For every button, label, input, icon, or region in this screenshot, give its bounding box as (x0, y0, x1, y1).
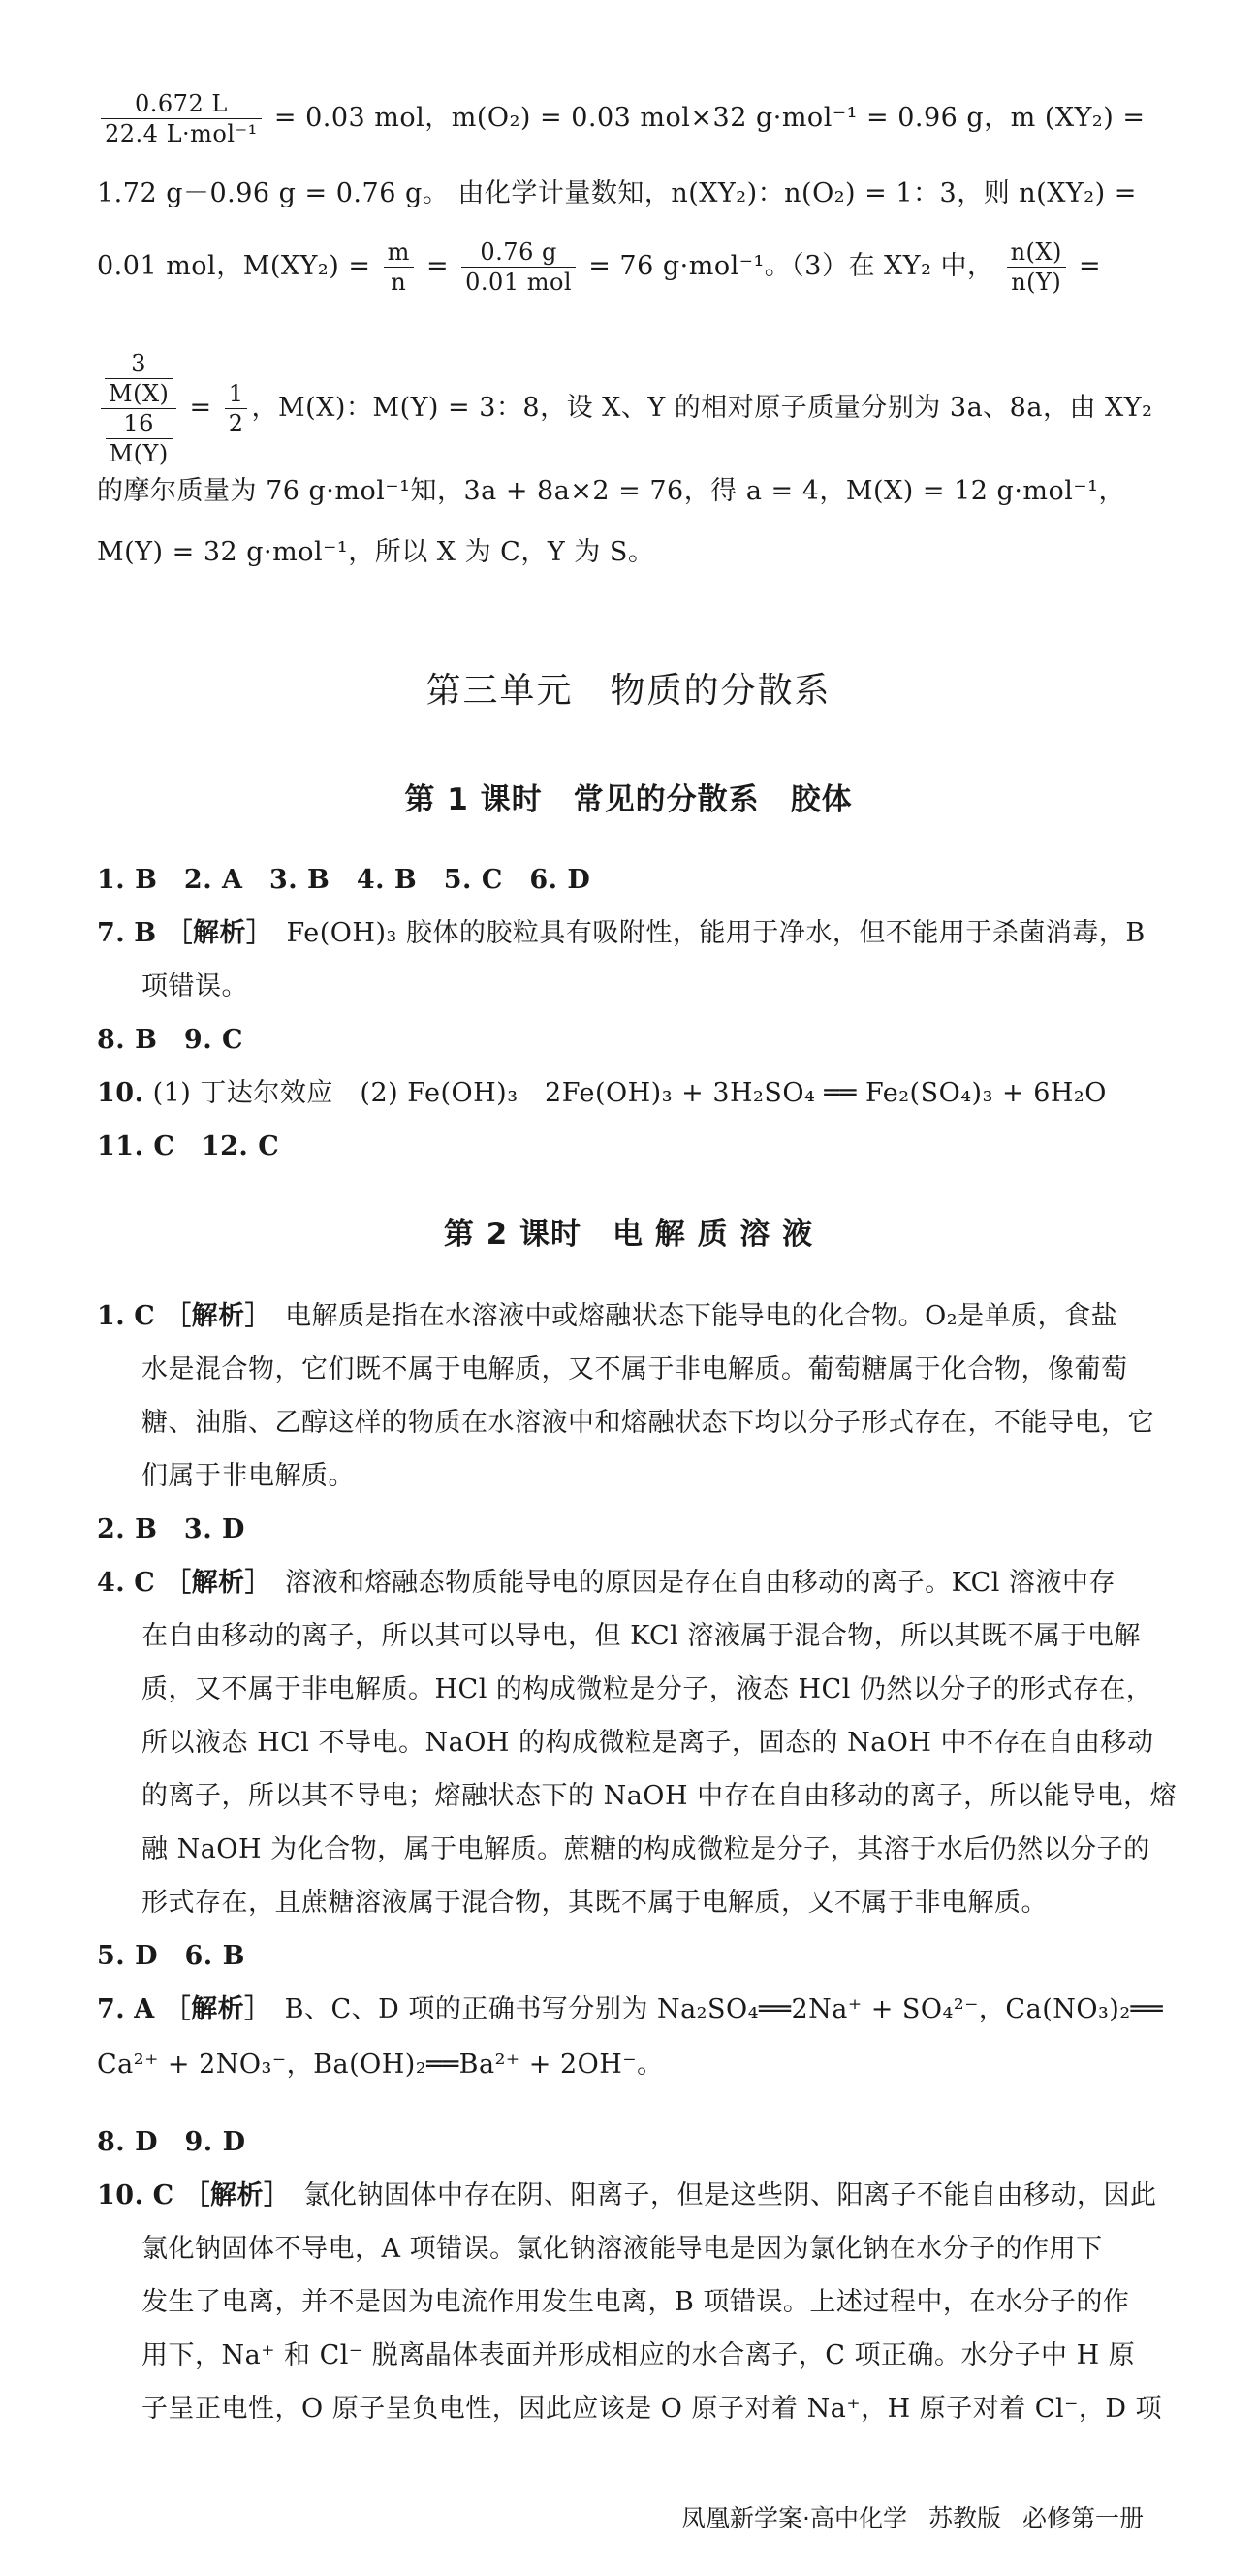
compound-fraction (101, 349, 176, 468)
lesson-1-answer-10: 10. (1) 丁达尔效应 (2) Fe(OH)₃ 2Fe(OH)₃ + 3H₂SO₄ ══ Fe₂(SO₄)₃ + 6H₂O (97, 1078, 1107, 1108)
lesson-2-answer-4-line-6: 融 NaOH 为化合物，属于电解质。蔗糖的构成微粒是分子，其溶于水后仍然以分子的 (141, 1834, 1150, 1864)
solution-line-4: $\frac{\frac{3}{M(X)}}{\frac{16}{M(Y)}}$ = $\frac{1}{2}$ ，M(X)：M(Y) = 3：8，设 X、Y 的相对原子质量分别为 3a、8a，由 XY₂ (97, 349, 1163, 468)
lesson-2-answer-4: 4. C ［解析］ 溶液和熔融态物质能导电的原因是存在自由移动的离子。KCl 溶液中存 (97, 1568, 1116, 1598)
fraction-16-over-my: $\frac{16}{M(Y)}$ (106, 409, 173, 468)
lesson-2-answer-4-line-2: 在自由移动的离子，所以其可以导电，但 KCl 溶液属于混合物，所以其既不属于电解 (141, 1621, 1141, 1651)
lesson-1-answers-8-9: 8. B 9. C (97, 1025, 243, 1055)
lesson-2-answer-7: 7. A ［解析］ B、C、D 项的正确书写分别为 Na₂SO₄══2Na⁺ + SO₄²⁻，Ca(NO₃)₂══ (97, 1994, 1164, 2024)
fraction-gas-volume: $\frac{0.672 L}{\text{22.4 L·mol⁻¹}}$ (101, 89, 262, 148)
footer-volume: 必修第一册 (1021, 2504, 1144, 2532)
solution-line-3: 0.01 mol，M(XY₂) = $\frac{m}{n}$ = $\frac{0.76 g}{\text{0.01 mol}}$ = 76 g·mol⁻¹。（3）在 XY₂ 中， $\frac{n(X)}{n(Y)}$ = (97, 239, 1102, 296)
footer-edition: 苏教版 (927, 2504, 1001, 2532)
lesson-2-answer-4-line-5: 的离子，所以其不导电；熔融状态下的 NaOH 中存在自由移动的离子，所以能导电，熔 (141, 1781, 1178, 1811)
fraction-one-half: $\frac{1}{2}$ (225, 379, 248, 438)
lesson-2-title: 第 2 课时 电 解 质 溶 液 (443, 1217, 814, 1252)
lesson-1-answers-11-12: 11. C 12. C (97, 1131, 280, 1161)
footer-brand: 凤凰新学案·高中化学 (681, 2504, 907, 2532)
lesson-2-answer-4-line-3: 质，又不属于非电解质。HCl 的构成微粒是分子，液态 HCl 仍然以分子的形式存在， (141, 1674, 1153, 1704)
solution-line-2: 1.72 g－0.96 g = 0.76 g。 由化学计量数知，n(XY₂)：n(O₂) = 1：3，则 n(XY₂) = (97, 178, 1137, 208)
lesson-2-answer-10-line-3: 发生了电离，并不是因为电流作用发生电离，B 项错误。上述过程中，在水分子的作 (141, 2287, 1130, 2317)
lesson-2-answer-4-line-7: 形式存在，且蔗糖溶液属于混合物，其既不属于电解质，又不属于非电解质。 (141, 1888, 1048, 1918)
fraction-nx-over-ny: $\frac{n(X)}{n(Y)}$ (1007, 238, 1066, 297)
lesson-2-answer-4-line-4: 所以液态 HCl 不导电。NaOH 的构成微粒是离子，固态的 NaOH 中不存在自由移动 (141, 1728, 1154, 1758)
solution-line-1: $\frac{0.672 L}{\text{22.4 L·mol⁻¹}}$ = 0.03 mol，m(O₂) = 0.03 mol×32 g·mol⁻¹ = 0.96 g，m (XY₂) = (97, 89, 1163, 148)
lesson-1-answer-7: 7. B ［解析］ Fe(OH)₃ 胶体的胶粒具有吸附性，能用于净水，但不能用于杀菌消毒，B (97, 918, 1146, 948)
lesson-1-answer-7-cont: 项错误。 (141, 971, 248, 1002)
lesson-2-answer-1: 1. C ［解析］ 电解质是指在水溶液中或熔融状态下能导电的化合物。O₂是单质，食盐 (97, 1301, 1118, 1331)
lesson-2-answer-10-line-2: 氯化钠固体不导电，A 项错误。氯化钠溶液能导电是因为氯化钠在水分子的作用下 (141, 2234, 1103, 2264)
lesson-2-answer-1-line-3: 糖、油脂、乙醇这样的物质在水溶液中和熔融状态下均以分子形式存在，不能导电，它 (141, 1408, 1154, 1438)
fraction-mass-over-mol: $\frac{0.76 g}{\text{0.01 mol}}$ (461, 238, 576, 297)
lesson-2-answers-2-3: 2. B 3. D (97, 1514, 245, 1544)
solution-line-5: 的摩尔质量为 76 g·mol⁻¹知，3a + 8a×2 = 76，得 a = 4，M(X) = 12 g·mol⁻¹， (97, 476, 1125, 506)
lesson-2-answer-1-line-2: 水是混合物，它们既不属于电解质，又不属于非电解质。葡萄糖属于化合物，像葡萄 (141, 1354, 1128, 1384)
solution-line-6: M(Y) = 32 g·mol⁻¹，所以 X 为 C，Y 为 S。 (97, 537, 655, 567)
page-footer (681, 2501, 1144, 2536)
lesson-2-answers-8-9: 8. D 9. D (97, 2127, 246, 2157)
lesson-2-answer-10: 10. C ［解析］ 氯化钠固体中存在阴、阳离子，但是这些阴、阳离子不能自由移动，因此 (97, 2180, 1157, 2210)
unit-title: 第三单元 物质的分散系 (425, 671, 832, 711)
lesson-1-answers-1-6: 1. B 2. A 3. B 4. B 5. C 6. D (97, 865, 591, 895)
lesson-2-answer-10-line-4: 用下，Na⁺ 和 Cl⁻ 脱离晶体表面并形成相应的水合离子，C 项正确。水分子中 H 原 (141, 2340, 1136, 2370)
lesson-2-answer-1-line-4: 们属于非电解质。 (141, 1461, 355, 1491)
lesson-1-title: 第 1 课时 常见的分散系 胶体 (404, 782, 853, 817)
fraction-m-over-n: $\frac{m}{n}$ (384, 238, 414, 297)
lesson-2-answers-5-6: 5. D 6. B (97, 1941, 245, 1971)
lesson-2-answer-7-line-2: Ca²⁺ + 2NO₃⁻，Ba(OH)₂══Ba²⁺ + 2OH⁻。 (97, 2050, 664, 2080)
fraction-3-over-mx: $\frac{3}{M(X)}$ (105, 349, 173, 408)
lesson-2-answer-10-line-5: 子呈正电性，O 原子呈负电性，因此应该是 O 原子对着 Na⁺，H 原子对着 Cl⁻，D 项 (141, 2394, 1163, 2424)
